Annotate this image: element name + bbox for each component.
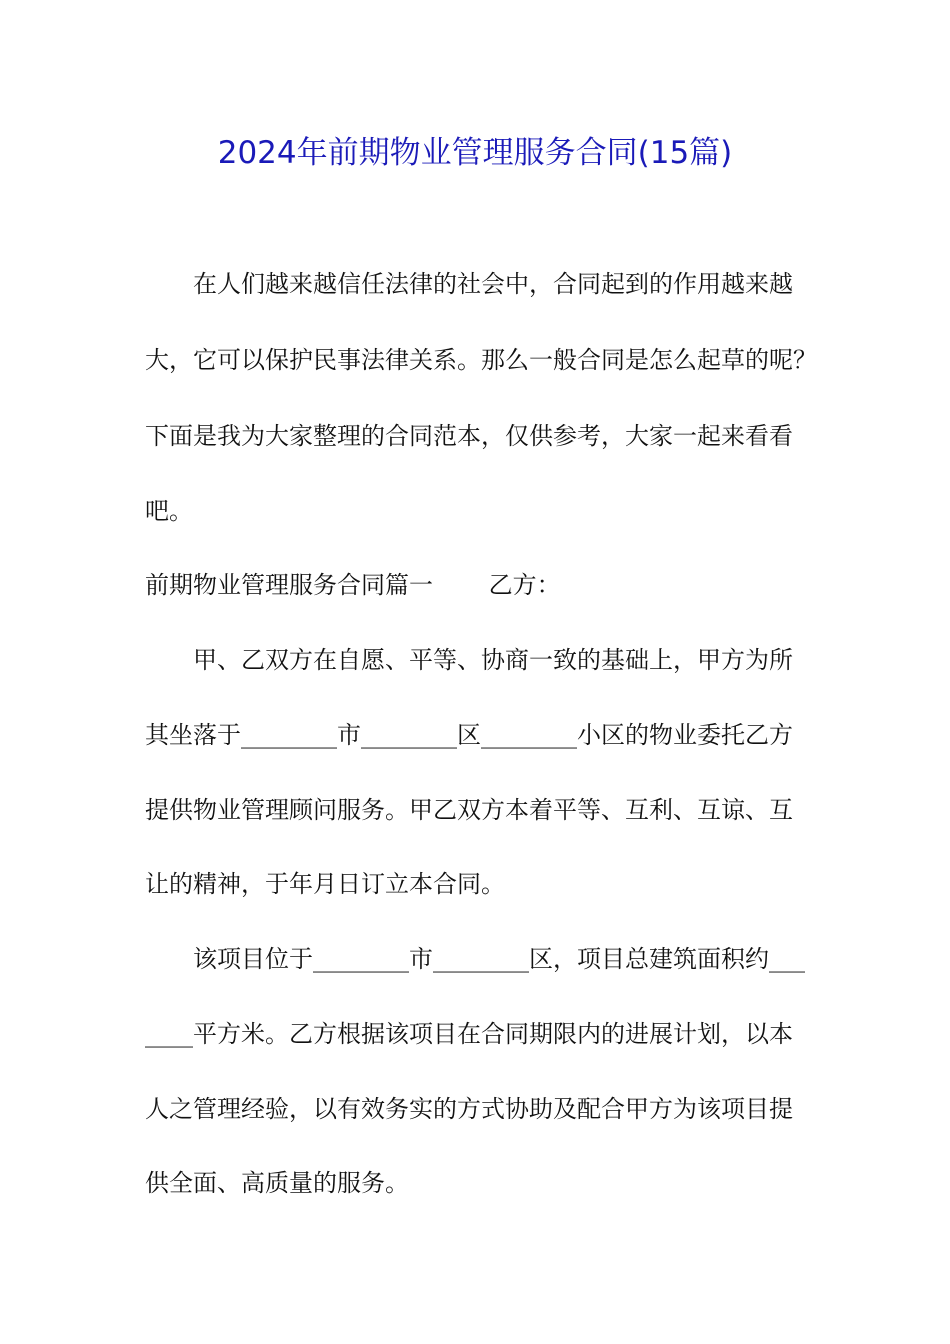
section-heading: 前期物业管理服务合同篇一 乙方： (145, 571, 561, 599)
paragraph-line: 供全面、高质量的服务。 (145, 1169, 409, 1197)
paragraph-line: 让的精神，于年月日订立本合同。 (145, 870, 505, 898)
document-title: 2024年前期物业管理服务合同(15篇) (217, 135, 733, 171)
paragraph-line: 甲、乙双方在自愿、平等、协商一致的基础上，甲方为所 (193, 646, 793, 674)
paragraph-line: 该项目位于________市________区，项目总建筑面积约___ (193, 945, 805, 973)
paragraph-line: ____平方米。乙方根据该项目在合同期限内的进展计划，以本 (145, 1020, 793, 1048)
paragraph-line: 提供物业管理顾问服务。甲乙双方本着平等、互利、互谅、互 (145, 796, 793, 824)
paragraph-line: 其坐落于________市________区________小区的物业委托乙方 (145, 721, 793, 749)
paragraph-line: 下面是我为大家整理的合同范本，仅供参考，大家一起来看看 (145, 422, 793, 450)
paragraph-line: 吧。 (145, 497, 193, 525)
paragraph-line: 在人们越来越信任法律的社会中，合同起到的作用越来越 (193, 270, 793, 298)
paragraph-line: 大，它可以保护民事法律关系。那么一般合同是怎么起草的呢？ (145, 346, 817, 374)
paragraph-line: 人之管理经验，以有效务实的方式协助及配合甲方为该项目提 (145, 1095, 793, 1123)
